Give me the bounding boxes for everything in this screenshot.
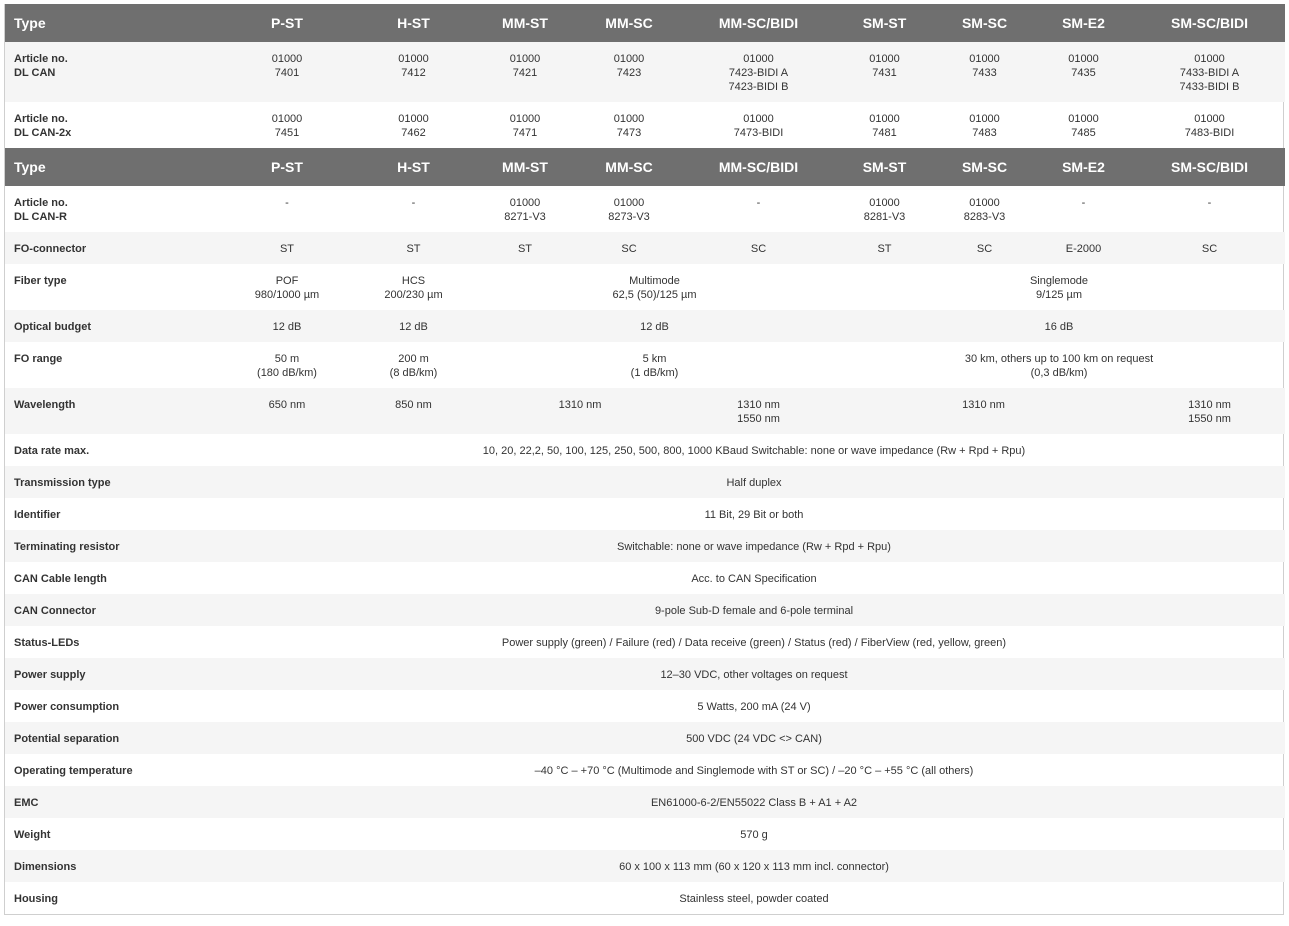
row-label: Data rate max. bbox=[14, 445, 90, 457]
spec-row bbox=[5, 722, 1285, 754]
spec-value-line: (0,3 dB/km) bbox=[1030, 367, 1088, 379]
article-cell bbox=[476, 186, 574, 232]
row-label-line: DL CAN-2x bbox=[14, 127, 72, 139]
article-number: 7431 bbox=[872, 67, 897, 79]
wavelength-hcs: 850 nm bbox=[351, 388, 476, 434]
spec-row bbox=[5, 626, 1285, 658]
article-number: 7451 bbox=[274, 127, 300, 139]
budget-pof: 12 dB bbox=[223, 310, 351, 342]
article-number: 7485 bbox=[1071, 127, 1096, 139]
article-number: 01000 bbox=[613, 53, 645, 65]
article-number: 01000 bbox=[969, 113, 1000, 125]
wavelength-singlemode: 1310 nm bbox=[833, 388, 1134, 434]
spec-value: Half duplex bbox=[223, 466, 1285, 498]
row-label-line: Article no. bbox=[14, 197, 68, 209]
article-cell bbox=[1033, 186, 1134, 232]
spec-row bbox=[5, 818, 1285, 850]
fiber-singlemode bbox=[833, 264, 1285, 310]
article-cell bbox=[1033, 102, 1134, 148]
article-number: 01000 bbox=[869, 197, 900, 209]
article-number: 7462 bbox=[401, 127, 426, 139]
article-number: 7421 bbox=[512, 67, 538, 79]
row-label: EMC bbox=[5, 786, 223, 818]
row-label-line: Article no. bbox=[14, 113, 68, 125]
article-number: 01000 bbox=[969, 53, 1000, 65]
header-col-sm-sc-bidi: SM-SC/BIDI bbox=[1134, 4, 1285, 42]
row-label: Terminating resistor bbox=[5, 530, 223, 562]
spec-value-line: 200 m bbox=[398, 353, 429, 365]
row-label: Potential separation bbox=[5, 722, 223, 754]
spec-value: EN61000-6-2/EN55022 Class B + A1 + A2 bbox=[223, 786, 1285, 818]
article-number: 7471 bbox=[512, 127, 538, 139]
article-number: 8283-V3 bbox=[963, 211, 1006, 223]
article-number: - bbox=[411, 197, 416, 209]
article-cell bbox=[351, 102, 476, 148]
spec-value-line: 62,5 (50)/125 µm bbox=[612, 289, 697, 301]
article-number: 01000 bbox=[1194, 113, 1225, 125]
article-cell bbox=[223, 186, 351, 232]
spec-value-line: 1310 nm bbox=[737, 399, 780, 411]
connector-cell: E-2000 bbox=[1033, 232, 1134, 264]
connector-cell: SC bbox=[574, 232, 684, 264]
article-number: 01000 bbox=[509, 53, 541, 65]
spec-value: –40 °C – +70 °C (Multimode and Singlemode with ST or SC) / –20 °C – +55 °C (all others) bbox=[534, 765, 974, 777]
spec-value: Acc. to CAN Specification bbox=[691, 573, 817, 585]
spec-value-line: 50 m bbox=[274, 353, 300, 365]
article-number: - bbox=[1207, 197, 1212, 209]
article-number: 7473-BIDI bbox=[733, 127, 784, 139]
header-col-mm-sc: MM-SC bbox=[574, 148, 684, 186]
header-row-2 bbox=[5, 148, 1285, 186]
article-cell bbox=[1033, 42, 1134, 102]
connector-cell: SC bbox=[684, 232, 833, 264]
article-number: 01000 bbox=[1194, 53, 1225, 65]
article-number: 01000 bbox=[869, 53, 900, 65]
spec-table bbox=[5, 4, 1285, 914]
header-col-sm-sc-bidi: SM-SC/BIDI bbox=[1134, 148, 1285, 186]
fo-connector-row bbox=[5, 232, 1285, 264]
connector-cell: SC bbox=[936, 232, 1033, 264]
spec-value: 60 x 100 x 113 mm (60 x 120 x 113 mm incl. connector) bbox=[223, 850, 1285, 882]
article-cell bbox=[1134, 102, 1285, 148]
article-cell bbox=[1134, 186, 1285, 232]
article-cell bbox=[574, 102, 684, 148]
wavelength-row bbox=[5, 388, 1285, 434]
spec-value: 10, 20, 22,2, 50, 100, 125, 250, 500, 800, 1000 KBaud Switchable: none or wave impedance (Rw + Rpd + Rpu) bbox=[482, 445, 1026, 457]
article-cell bbox=[684, 42, 833, 102]
header-col-mm-sc-bidi: MM-SC/BIDI bbox=[684, 4, 833, 42]
article-number: 8271-V3 bbox=[504, 211, 546, 223]
article-cell bbox=[574, 42, 684, 102]
header-col-sm-e2: SM-E2 bbox=[1033, 4, 1134, 42]
spec-value-line: Singlemode bbox=[1029, 275, 1089, 287]
article-number: 7423 bbox=[616, 67, 642, 79]
range-hcs bbox=[351, 342, 476, 388]
article-number: 7433 bbox=[972, 67, 997, 79]
article-number: 7483-BIDI bbox=[1184, 127, 1235, 139]
range-pof bbox=[223, 342, 351, 388]
row-label: Power consumption bbox=[14, 701, 120, 713]
row-label: FO range bbox=[14, 353, 63, 365]
spec-value: Power supply (green) / Failure (red) / Data receive (green) / Status (red) / FiberView (red, yellow, green) bbox=[501, 637, 1007, 649]
header-col-mm-sc: MM-SC bbox=[574, 4, 684, 42]
range-multimode bbox=[476, 342, 833, 388]
row-label: Wavelength bbox=[5, 388, 223, 434]
header-col-mm-st: MM-ST bbox=[476, 148, 574, 186]
row-label: Dimensions bbox=[5, 850, 223, 882]
spec-row bbox=[5, 434, 1285, 466]
fiber-multimode bbox=[476, 264, 833, 310]
spec-value-line: (1 dB/km) bbox=[630, 367, 679, 379]
article-number: 01000 bbox=[1068, 53, 1099, 65]
spec-row bbox=[5, 754, 1285, 786]
article-number: 01000 bbox=[743, 113, 774, 125]
article-number: 7473 bbox=[616, 127, 642, 139]
header-col-p-st: P-ST bbox=[223, 4, 351, 42]
article-row-dl-can-r bbox=[5, 186, 1285, 232]
spec-row bbox=[5, 498, 1285, 530]
row-label: Status-LEDs bbox=[14, 637, 80, 649]
row-label: CAN Connector bbox=[5, 594, 223, 626]
article-cell bbox=[936, 102, 1033, 148]
article-number: 7412 bbox=[401, 67, 426, 79]
article-number: 01000 bbox=[271, 53, 303, 65]
row-label bbox=[5, 102, 223, 148]
spec-value-line: (8 dB/km) bbox=[389, 367, 438, 379]
article-number: 01000 bbox=[398, 113, 429, 125]
fiber-pof bbox=[223, 264, 351, 310]
article-number: 01000 bbox=[1068, 113, 1099, 125]
header-col-h-st: H-ST bbox=[351, 4, 476, 42]
wavelength-mm-bidi bbox=[684, 388, 833, 434]
article-number: 01000 bbox=[509, 113, 541, 125]
article-cell bbox=[223, 42, 351, 102]
row-label bbox=[5, 42, 223, 102]
article-number: - bbox=[756, 197, 761, 209]
article-cell bbox=[936, 186, 1033, 232]
header-type-label: Type bbox=[5, 148, 223, 186]
connector-cell: ST bbox=[351, 232, 476, 264]
spec-table-body bbox=[5, 4, 1285, 914]
article-number: 01000 bbox=[613, 113, 645, 125]
header-col-sm-e2: SM-E2 bbox=[1033, 148, 1134, 186]
row-label bbox=[5, 186, 223, 232]
spec-row bbox=[5, 562, 1285, 594]
spec-row bbox=[5, 530, 1285, 562]
budget-hcs: 12 dB bbox=[351, 310, 476, 342]
article-cell bbox=[684, 102, 833, 148]
article-cell bbox=[223, 102, 351, 148]
header-col-sm-sc: SM-SC bbox=[936, 4, 1033, 42]
spec-value: 12–30 VDC, other voltages on request bbox=[223, 658, 1285, 690]
row-label-line: DL CAN bbox=[14, 67, 56, 79]
article-cell bbox=[351, 186, 476, 232]
fiber-type-row bbox=[5, 264, 1285, 310]
fo-range-row bbox=[5, 342, 1285, 388]
article-number: 01000 bbox=[509, 197, 541, 209]
article-number: 01000 bbox=[969, 197, 1000, 209]
article-number: 7433-BIDI A bbox=[1179, 67, 1240, 79]
spec-value-line: 5 km bbox=[642, 353, 667, 365]
header-col-p-st: P-ST bbox=[223, 148, 351, 186]
row-label: Transmission type bbox=[5, 466, 223, 498]
spec-row bbox=[5, 882, 1285, 914]
article-number: 01000 bbox=[743, 53, 774, 65]
article-number: 8281-V3 bbox=[863, 211, 906, 223]
header-col-sm-sc: SM-SC bbox=[936, 148, 1033, 186]
article-cell bbox=[476, 42, 574, 102]
spec-row bbox=[5, 466, 1285, 498]
spec-value-line: (180 dB/km) bbox=[257, 367, 317, 379]
spec-value-line: POF bbox=[275, 275, 299, 287]
header-col-h-st: H-ST bbox=[351, 148, 476, 186]
article-cell bbox=[476, 102, 574, 148]
header-col-mm-st: MM-ST bbox=[476, 4, 574, 42]
article-number: 7423-BIDI B bbox=[728, 81, 789, 93]
spec-value: 570 g bbox=[740, 829, 768, 841]
row-label: FO-connector bbox=[5, 232, 223, 264]
header-type-label: Type bbox=[5, 4, 223, 42]
header-col-mm-sc-bidi: MM-SC/BIDI bbox=[684, 148, 833, 186]
article-number: 01000 bbox=[613, 197, 645, 209]
article-cell bbox=[833, 186, 936, 232]
article-number: - bbox=[1081, 197, 1086, 209]
article-number: 7401 bbox=[274, 67, 300, 79]
row-label: Power supply bbox=[5, 658, 223, 690]
article-cell bbox=[574, 186, 684, 232]
connector-cell: ST bbox=[476, 232, 574, 264]
optical-budget-row bbox=[5, 310, 1285, 342]
row-label: CAN Cable length bbox=[14, 573, 107, 585]
budget-multimode: 12 dB bbox=[476, 310, 833, 342]
row-label: Identifier bbox=[14, 509, 61, 521]
connector-cell: ST bbox=[833, 232, 936, 264]
spec-table-container bbox=[4, 4, 1284, 915]
range-singlemode bbox=[833, 342, 1285, 388]
spec-row bbox=[5, 658, 1285, 690]
wavelength-sm-bidi bbox=[1134, 388, 1285, 434]
spec-row bbox=[5, 690, 1285, 722]
article-cell bbox=[684, 186, 833, 232]
article-number: 7481 bbox=[872, 127, 897, 139]
article-number: 8273-V3 bbox=[608, 211, 650, 223]
spec-value-line: HCS bbox=[401, 275, 426, 287]
budget-singlemode: 16 dB bbox=[833, 310, 1285, 342]
spec-value: 5 Watts, 200 mA (24 V) bbox=[697, 701, 811, 713]
row-label-line: Article no. bbox=[14, 53, 68, 65]
spec-value-line: 1310 nm bbox=[1188, 399, 1231, 411]
spec-row bbox=[5, 850, 1285, 882]
spec-value: Switchable: none or wave impedance (Rw + Rpd + Rpu) bbox=[223, 530, 1285, 562]
article-cell bbox=[1134, 42, 1285, 102]
spec-value: 9-pole Sub-D female and 6-pole terminal bbox=[223, 594, 1285, 626]
fiber-hcs bbox=[351, 264, 476, 310]
spec-value-line: 9/125 µm bbox=[1035, 289, 1083, 301]
article-cell bbox=[351, 42, 476, 102]
wavelength-multimode: 1310 nm bbox=[476, 388, 684, 434]
spec-value-line: 200/230 µm bbox=[384, 289, 443, 301]
row-label: Weight bbox=[14, 829, 51, 841]
connector-cell: SC bbox=[1134, 232, 1285, 264]
row-label: Fiber type bbox=[14, 275, 67, 287]
article-number: 7435 bbox=[1071, 67, 1096, 79]
spec-row bbox=[5, 786, 1285, 818]
spec-value: Stainless steel, powder coated bbox=[679, 893, 829, 905]
spec-value-line: 1550 nm bbox=[737, 413, 780, 425]
header-row-1 bbox=[5, 4, 1285, 42]
connector-cell: ST bbox=[223, 232, 351, 264]
article-cell bbox=[833, 102, 936, 148]
spec-value: 11 Bit, 29 Bit or both bbox=[704, 509, 804, 521]
article-number: 7423-BIDI A bbox=[728, 67, 789, 79]
spec-value-line: 1550 nm bbox=[1188, 413, 1231, 425]
row-label: Housing bbox=[14, 893, 58, 905]
article-number: 01000 bbox=[869, 113, 900, 125]
header-col-sm-st: SM-ST bbox=[833, 4, 936, 42]
spec-row bbox=[5, 594, 1285, 626]
spec-value-line: 980/1000 µm bbox=[254, 289, 320, 301]
header-col-sm-st: SM-ST bbox=[833, 148, 936, 186]
spec-value-line: Multimode bbox=[629, 275, 680, 287]
article-number: 01000 bbox=[271, 113, 303, 125]
article-number: 7483 bbox=[972, 127, 997, 139]
row-label: Operating temperature bbox=[14, 765, 133, 777]
article-number: 01000 bbox=[398, 53, 429, 65]
spec-value: 500 VDC (24 VDC <> CAN) bbox=[223, 722, 1285, 754]
article-row-dl-can-2x bbox=[5, 102, 1285, 148]
article-cell bbox=[833, 42, 936, 102]
article-cell bbox=[936, 42, 1033, 102]
row-label-line: DL CAN-R bbox=[14, 211, 67, 223]
spec-value-line: 30 km, others up to 100 km on request bbox=[964, 353, 1154, 365]
article-number: 7433-BIDI B bbox=[1179, 81, 1240, 93]
row-label: Optical budget bbox=[5, 310, 223, 342]
article-number: - bbox=[285, 197, 289, 209]
article-row-dl-can bbox=[5, 42, 1285, 102]
wavelength-pof: 650 nm bbox=[223, 388, 351, 434]
